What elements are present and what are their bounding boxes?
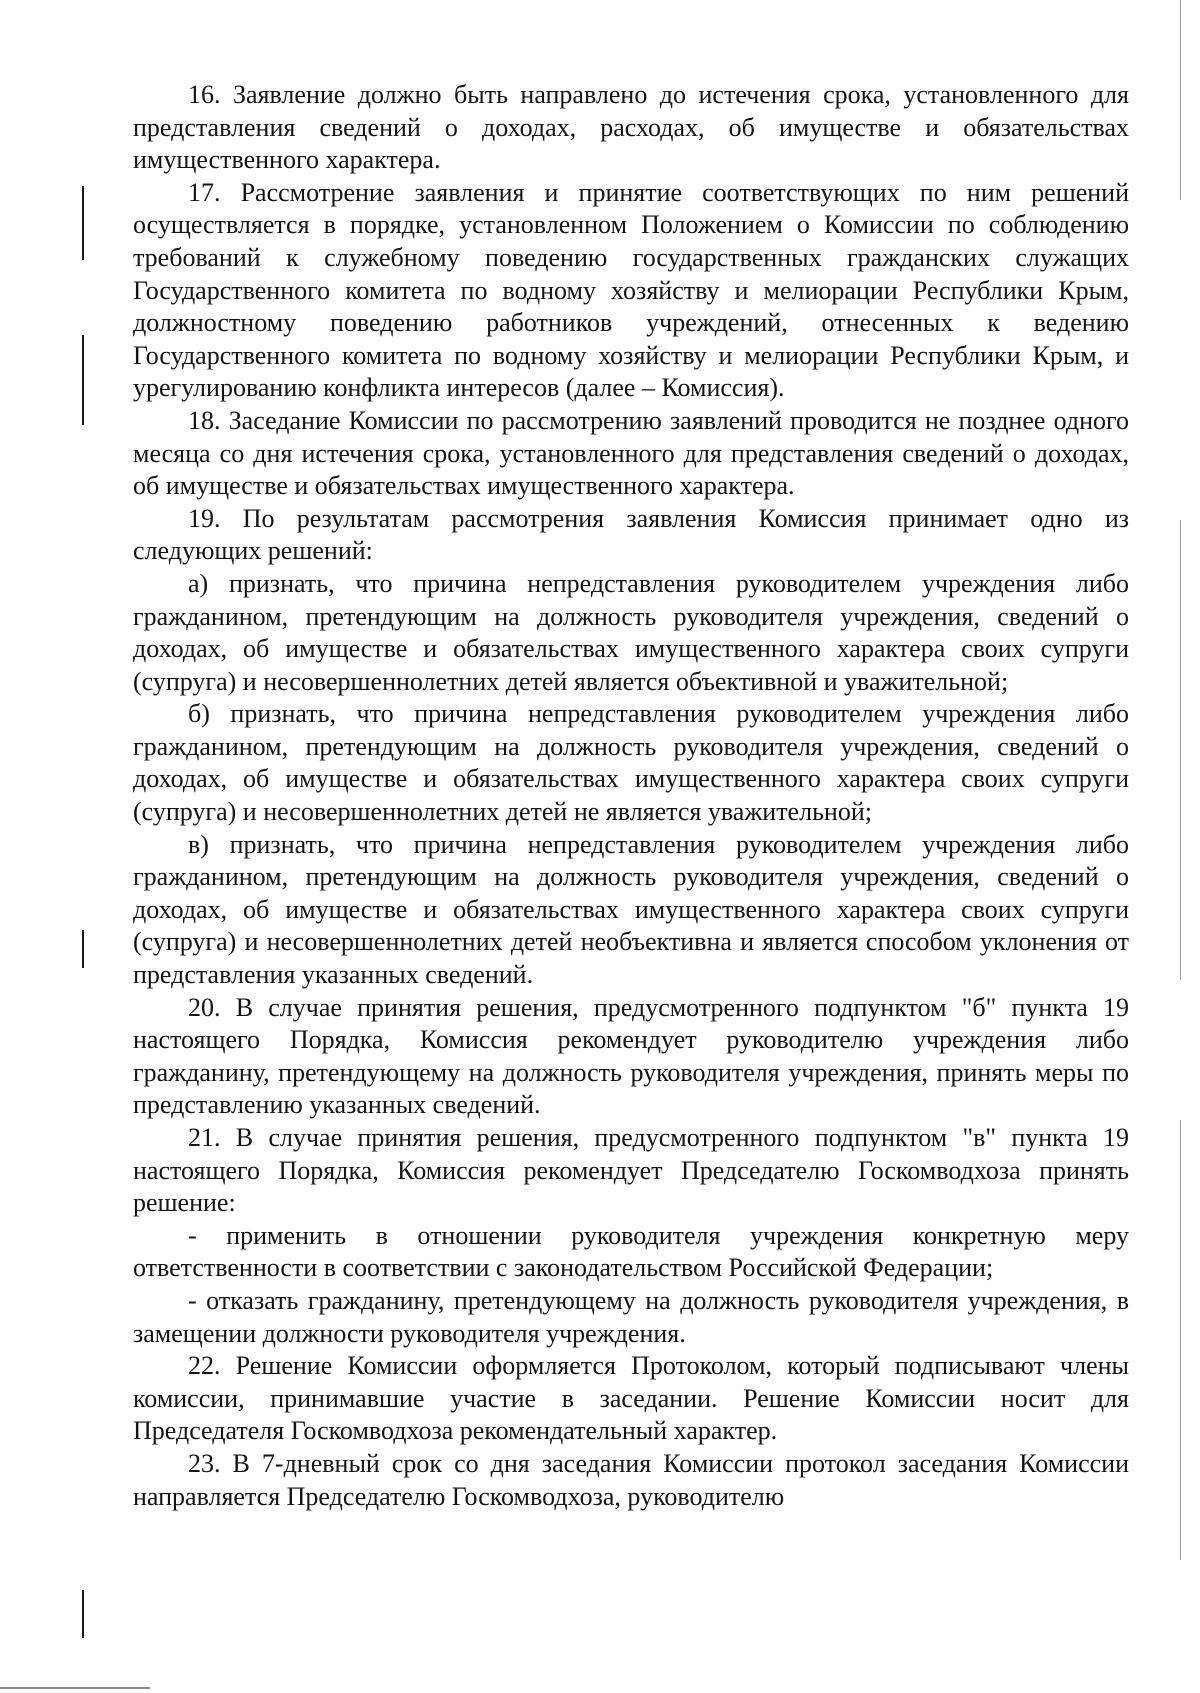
scan-artifact-line <box>82 335 84 425</box>
scan-artifact-line <box>82 930 84 968</box>
paragraph-18: 18. Заседание Комиссии по рассмотрению заявлений проводится не позднее одного месяца со дня истечения срока, установленного для представления сведений о доходах, об имуществе и обязательствах имущественного характера. <box>133 405 1129 501</box>
paragraph-19: 19. По результатам рассмотрения заявления Комиссия принимает одно из следующих решений: <box>133 503 1129 566</box>
paragraph-21-item-1: - применить в отношении руководителя учреждения конкретную меру ответственности в соответствии с законодательством Российской Федерации; <box>133 1220 1129 1283</box>
paragraph-23: 23. В 7-дневный срок со дня заседания Комиссии протокол заседания Комиссии направляется Председателю Госкомводхоза, руководителю <box>133 1448 1129 1511</box>
paragraph-16: 16. Заявление должно быть направлено до истечения срока, установленного для представления сведений о доходах, расходах, об имуществе и обязательствах имущественного характера. <box>133 80 1129 175</box>
paragraph-21: 21. В случае принятия решения, предусмотренного подпунктом "в" пункта 19 настоящего Порядка, Комиссия рекомендует Председателю Госкомводхоза принять решение: <box>133 1123 1129 1218</box>
scan-artifact-line <box>0 1687 150 1689</box>
scan-artifact-line <box>82 186 84 260</box>
paragraph-20: 20. В случае принятия решения, предусмотренного подпунктом "б" пункта 19 настоящего Порядка, Комиссия рекомендует руководителю учреждения либо гражданину, претендующему на должность руководителя учреждения, принять меры по представлению указанных сведений. <box>133 992 1129 1120</box>
scan-artifact-line <box>82 1590 84 1638</box>
paragraph-19-v: в) признать, что причина непредставления руководителем учреждения либо гражданином, претендующим на должность руководителя учреждения, сведений о доходах, об имуществе и обязательствах имущественного характера своих супруги (супруга) и несовершеннолетних детей необъективна и является способом уклонения от представления указанных сведений. <box>133 829 1129 990</box>
paragraph-22: 22. Решение Комиссии оформляется Протоколом, который подписывают члены комиссии, принимавшие участие в заседании. Решение Комиссии носит для Председателя Госкомводхоза рекомендательный характер. <box>133 1351 1129 1446</box>
paragraph-19-a: а) признать, что причина непредставления руководителем учреждения либо гражданином, претендующим на должность руководителя учреждения, сведений о доходах, об имуществе и обязательствах имущественного характера своих супруги (супруга) и несовершеннолетних детей является объективной и уважительной; <box>133 568 1129 696</box>
paragraph-19-b: б) признать, что причина непредставления руководителем учреждения либо гражданином, претендующим на должность руководителя учреждения, сведений о доходах, об имуществе и обязательствах имущественного характера своих супруги (супруга) и несовершеннолетних детей не является уважительной; <box>133 699 1129 827</box>
scan-artifact-line <box>1180 1120 1181 1560</box>
scan-artifact-line <box>1180 0 1181 200</box>
scan-artifact-line <box>1180 520 1181 980</box>
paragraph-17: 17. Рассмотрение заявления и принятие соответствующих по ним решений осуществляется в порядке, установленном Положением о Комиссии по соблюдению требований к служебному поведению государственных гражданских служащих Государственного комитета по водному хозяйству и мелиорации Республики Крым, должностному поведению работников учреждений, отнесенных к ведению Государственного комитета по водному хозяйству и мелиорации Республики Крым, и урегулированию конфликта интересов (далее – Комиссия). <box>133 177 1129 403</box>
paragraph-21-item-2: - отказать гражданину, претендующему на должность руководителя учреждения, в замещении должности руководителя учреждения. <box>133 1285 1129 1348</box>
document-body <box>133 79 1129 1513</box>
